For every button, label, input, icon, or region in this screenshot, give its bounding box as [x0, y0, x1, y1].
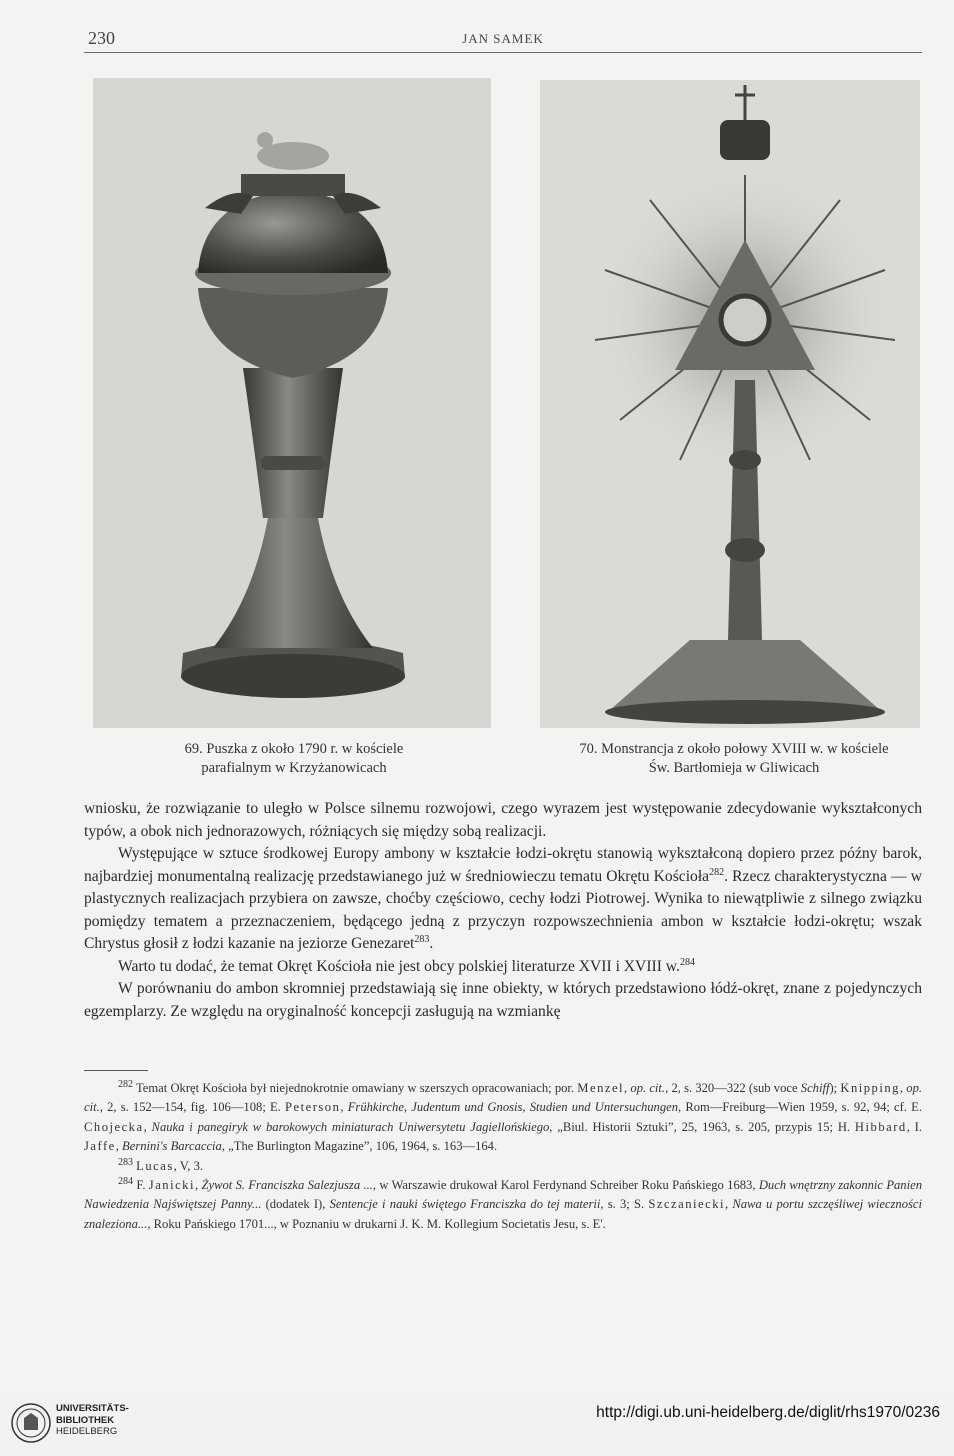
- figure-70-photo: [540, 80, 920, 728]
- paragraph: wniosku, że rozwiązanie to uległo w Polsce silnemu rozwojowi, czego wyrazem jest występowanie zdecydowanie wykształconych typów, a obok nich jednorazowych, różniących się między sobą realizacji.: [84, 800, 922, 840]
- monstrance-image: [540, 80, 920, 728]
- page-number: 230: [88, 28, 115, 48]
- body-text: [84, 798, 922, 1023]
- caption-line: parafialnym w Krzyżanowicach: [201, 760, 387, 776]
- footnote-ref: 283: [414, 933, 430, 945]
- running-head: [84, 28, 922, 53]
- footnote-rule: [84, 1070, 148, 1071]
- caption-figure-70: [540, 740, 928, 778]
- footnotes: [84, 1079, 922, 1234]
- caption-line: 69. Puszka z około 1790 r. w kościele: [184, 741, 404, 757]
- library-seal-icon: [10, 1402, 52, 1444]
- source-url-link[interactable]: http://digi.ub.uni-heidelberg.de/diglit/rhs1970/0236: [596, 1404, 940, 1421]
- paragraph: Warto tu dodać, że temat Okręt Kościoła nie jest obcy polskiej literaturze XVII i XVIII w.$^{284}$: [118, 956, 695, 975]
- ciborium-image: [93, 78, 491, 728]
- caption-line: Św. Bartłomieja w Gliwicach: [648, 760, 820, 776]
- paragraph: W porównaniu do ambon skromniej przedstawiają się inne obiekty, w których przedstawiono łódź-okręt, znane z pojedynczych egzemplarzy. Ze względu na oryginalność koncepcji zasługują na wzmiankę: [84, 980, 922, 1020]
- footnote-284: $^{284}$ F. Janicki, Żywot S. Franciszka Salezjusza ..., w Warszawie drukował Karol Ferdynand Schreiber Roku Pańskiego 1683, Duch wnętrzny zakonnic Panien Nawiedzenia Najświętszej Panny... (dodatek I), Sentencje i nauki świętego Franciszka do tej materii, s. 3; S. Szczaniecki, Nawa u portu szczęśliwej wieczności znaleziona..., Roku Pańskiego 1701..., w Poznaniu w drukarni J. K. M. Kollegium Societatis Jesu, s. E'.: [84, 1175, 922, 1231]
- footnote-ref: 282: [709, 866, 725, 878]
- digitization-footer: [0, 1390, 954, 1456]
- caption-figure-69: [95, 740, 493, 778]
- library-name: UNIVERSITÄTS- BIBLIOTHEK HEIDELBERG: [56, 1403, 129, 1437]
- footnote-ref: 284: [679, 956, 695, 968]
- footnote-283: $^{283}$ Lucas, V, 3.: [118, 1156, 204, 1173]
- running-title: JAN SAMEK: [462, 31, 544, 46]
- paragraph: Występujące w sztuce środkowej Europy ambony w kształcie łodzi-okrętu stanowią wykształconą dopiero przez późny barok, najbardziej monumentalną realizację przedstawianego już w średniowieczu tematu Okrętu Kościoła$^{282}$. Rzecz charakterystyczna — w plastycznych realizacjach przybiera on zawsze, choćby częściowo, cechy łodzi Piotrowej. Wynika to niewątpliwie z silnego związku pomiędzy tematem a przeznaczeniem, będącego jedną z przyczyn rozpowszechnienia ambon w kształcie łodzi-okrętu; wszak Chrystus głosił z łodzi kazanie na jeziorze Genezaret$^{283}$.: [84, 845, 922, 952]
- footnote-282: $^{282}$ Temat Okręt Kościoła był niejednokrotnie omawiany w szerszych opracowaniach; por. Menzel, op. cit., 2, s. 320—322 (sub voce Schiff); Knipping, op. cit., 2, s. 152—154, fig. 106—108; E. Peterson, Frühkirche, Judentum und Gnosis, Studien und Untersuchungen, Rom—Freiburg—Wien 1959, s. 92, 94; cf. E. Chojecka, Nauka i panegiryk w barokowych miniaturach Uniwersytetu Jagiellońskiego, „Biul. Historii Sztuki”, 25, 1963, s. 205, przypis 15; H. Hibbard, I. Jaffe, Bernini's Barcaccia, „The Burlington Magazine”, 106, 1964, s. 163—164.: [84, 1078, 923, 1154]
- figure-69-photo: [93, 78, 491, 728]
- caption-line: 70. Monstrancja z około połowy XVIII w. w kościele: [579, 741, 889, 757]
